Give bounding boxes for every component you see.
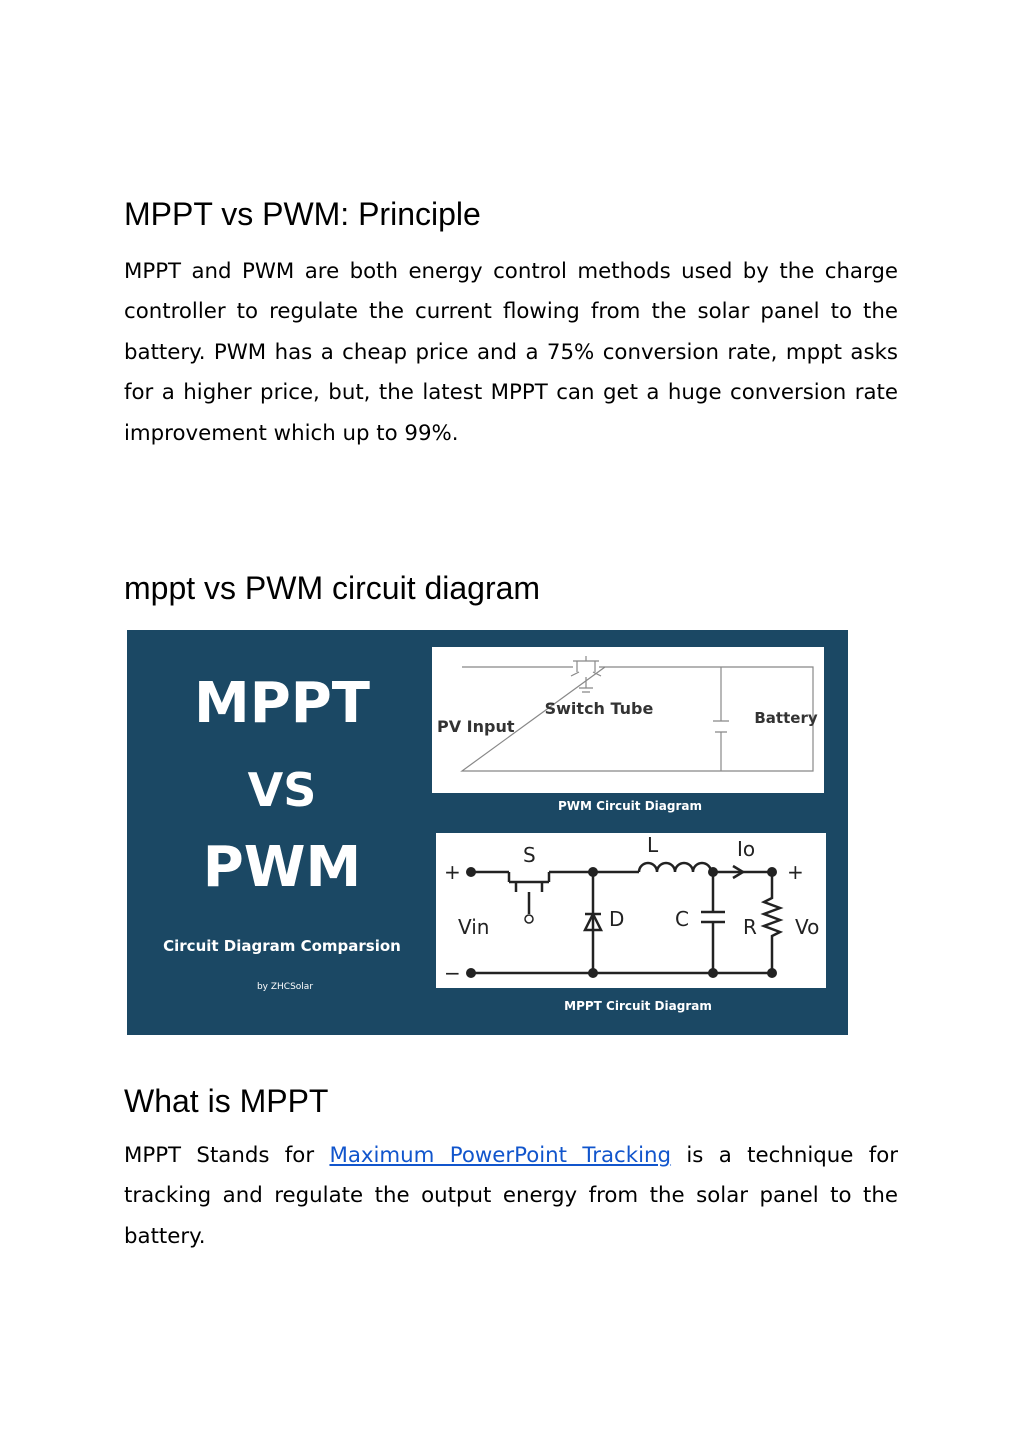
- mppt-diagram-panel: [436, 833, 826, 988]
- figure-svg: [127, 630, 848, 1035]
- heading-what-is-mppt: What is MPPT: [124, 1083, 329, 1119]
- mppt-node-vin-plus: [466, 867, 476, 877]
- mppt-node-vo-minus: [767, 968, 777, 978]
- mppt-vs-pwm-figure: [127, 630, 848, 1035]
- pwm-battery-label: Battery: [754, 709, 818, 727]
- pwm-switch-tube-label: Switch Tube: [544, 699, 654, 718]
- mppt-plus-left: +: [444, 860, 461, 884]
- mppt-label-vo: Vo: [795, 915, 820, 939]
- principle-paragraph: MPPT and PWM are both energy control methods used by the charge controller to regulate the current flowing from the solar panel to the battery. PWM has a cheap price and a 75% conversion rate, mppt asks for a higher price, but, the latest MPPT can get a huge conversion rate improvement which up to 99%.: [124, 259, 898, 446]
- what-is-text-after: is a technique for tracking and regulate the output energy from the solar panel to the battery.: [124, 1143, 898, 1249]
- mppt-node-vo-plus: [767, 867, 777, 877]
- what-is-text-before: MPPT Stands for: [124, 1143, 330, 1168]
- mppt-plus-right: +: [787, 860, 804, 884]
- pwm-caption: PWM Circuit Diagram: [558, 799, 702, 813]
- figure-credit: by ZHCSolar: [256, 982, 314, 992]
- mppt-label-d: D: [609, 907, 625, 931]
- mppt-node-c-bottom: [708, 968, 718, 978]
- figure-title-mppt: MPPT: [193, 671, 371, 736]
- mppt-gate-terminal: [525, 915, 533, 923]
- heading-principle: MPPT vs PWM: Principle: [124, 196, 481, 232]
- mppt-label-s: S: [523, 843, 536, 867]
- mppt-minus-left: −: [444, 961, 461, 985]
- mppt-label-l: L: [647, 833, 659, 857]
- mppt-link[interactable]: Maximum PowerPoint Tracking: [329, 1143, 672, 1168]
- figure-subtitle: Circuit Diagram Comparsion: [163, 937, 401, 955]
- figure-title-vs: VS: [247, 763, 317, 817]
- heading-circuit-diagram: mppt vs PWM circuit diagram: [124, 570, 541, 606]
- pwm-pv-input-label: PV Input: [437, 717, 515, 736]
- figure-title-pwm: PWM: [202, 835, 362, 900]
- mppt-node-c-top: [708, 867, 718, 877]
- mppt-label-io: Io: [737, 837, 756, 861]
- mppt-node-d-bottom: [588, 968, 598, 978]
- mppt-node-vin-minus: [466, 968, 476, 978]
- mppt-caption: MPPT Circuit Diagram: [564, 999, 712, 1013]
- mppt-label-vin: Vin: [458, 915, 490, 939]
- what-is-mppt-paragraph: [124, 1136, 898, 1257]
- mppt-label-c: C: [675, 907, 689, 931]
- mppt-label-r: R: [743, 915, 757, 939]
- mppt-node-d-top: [588, 867, 598, 877]
